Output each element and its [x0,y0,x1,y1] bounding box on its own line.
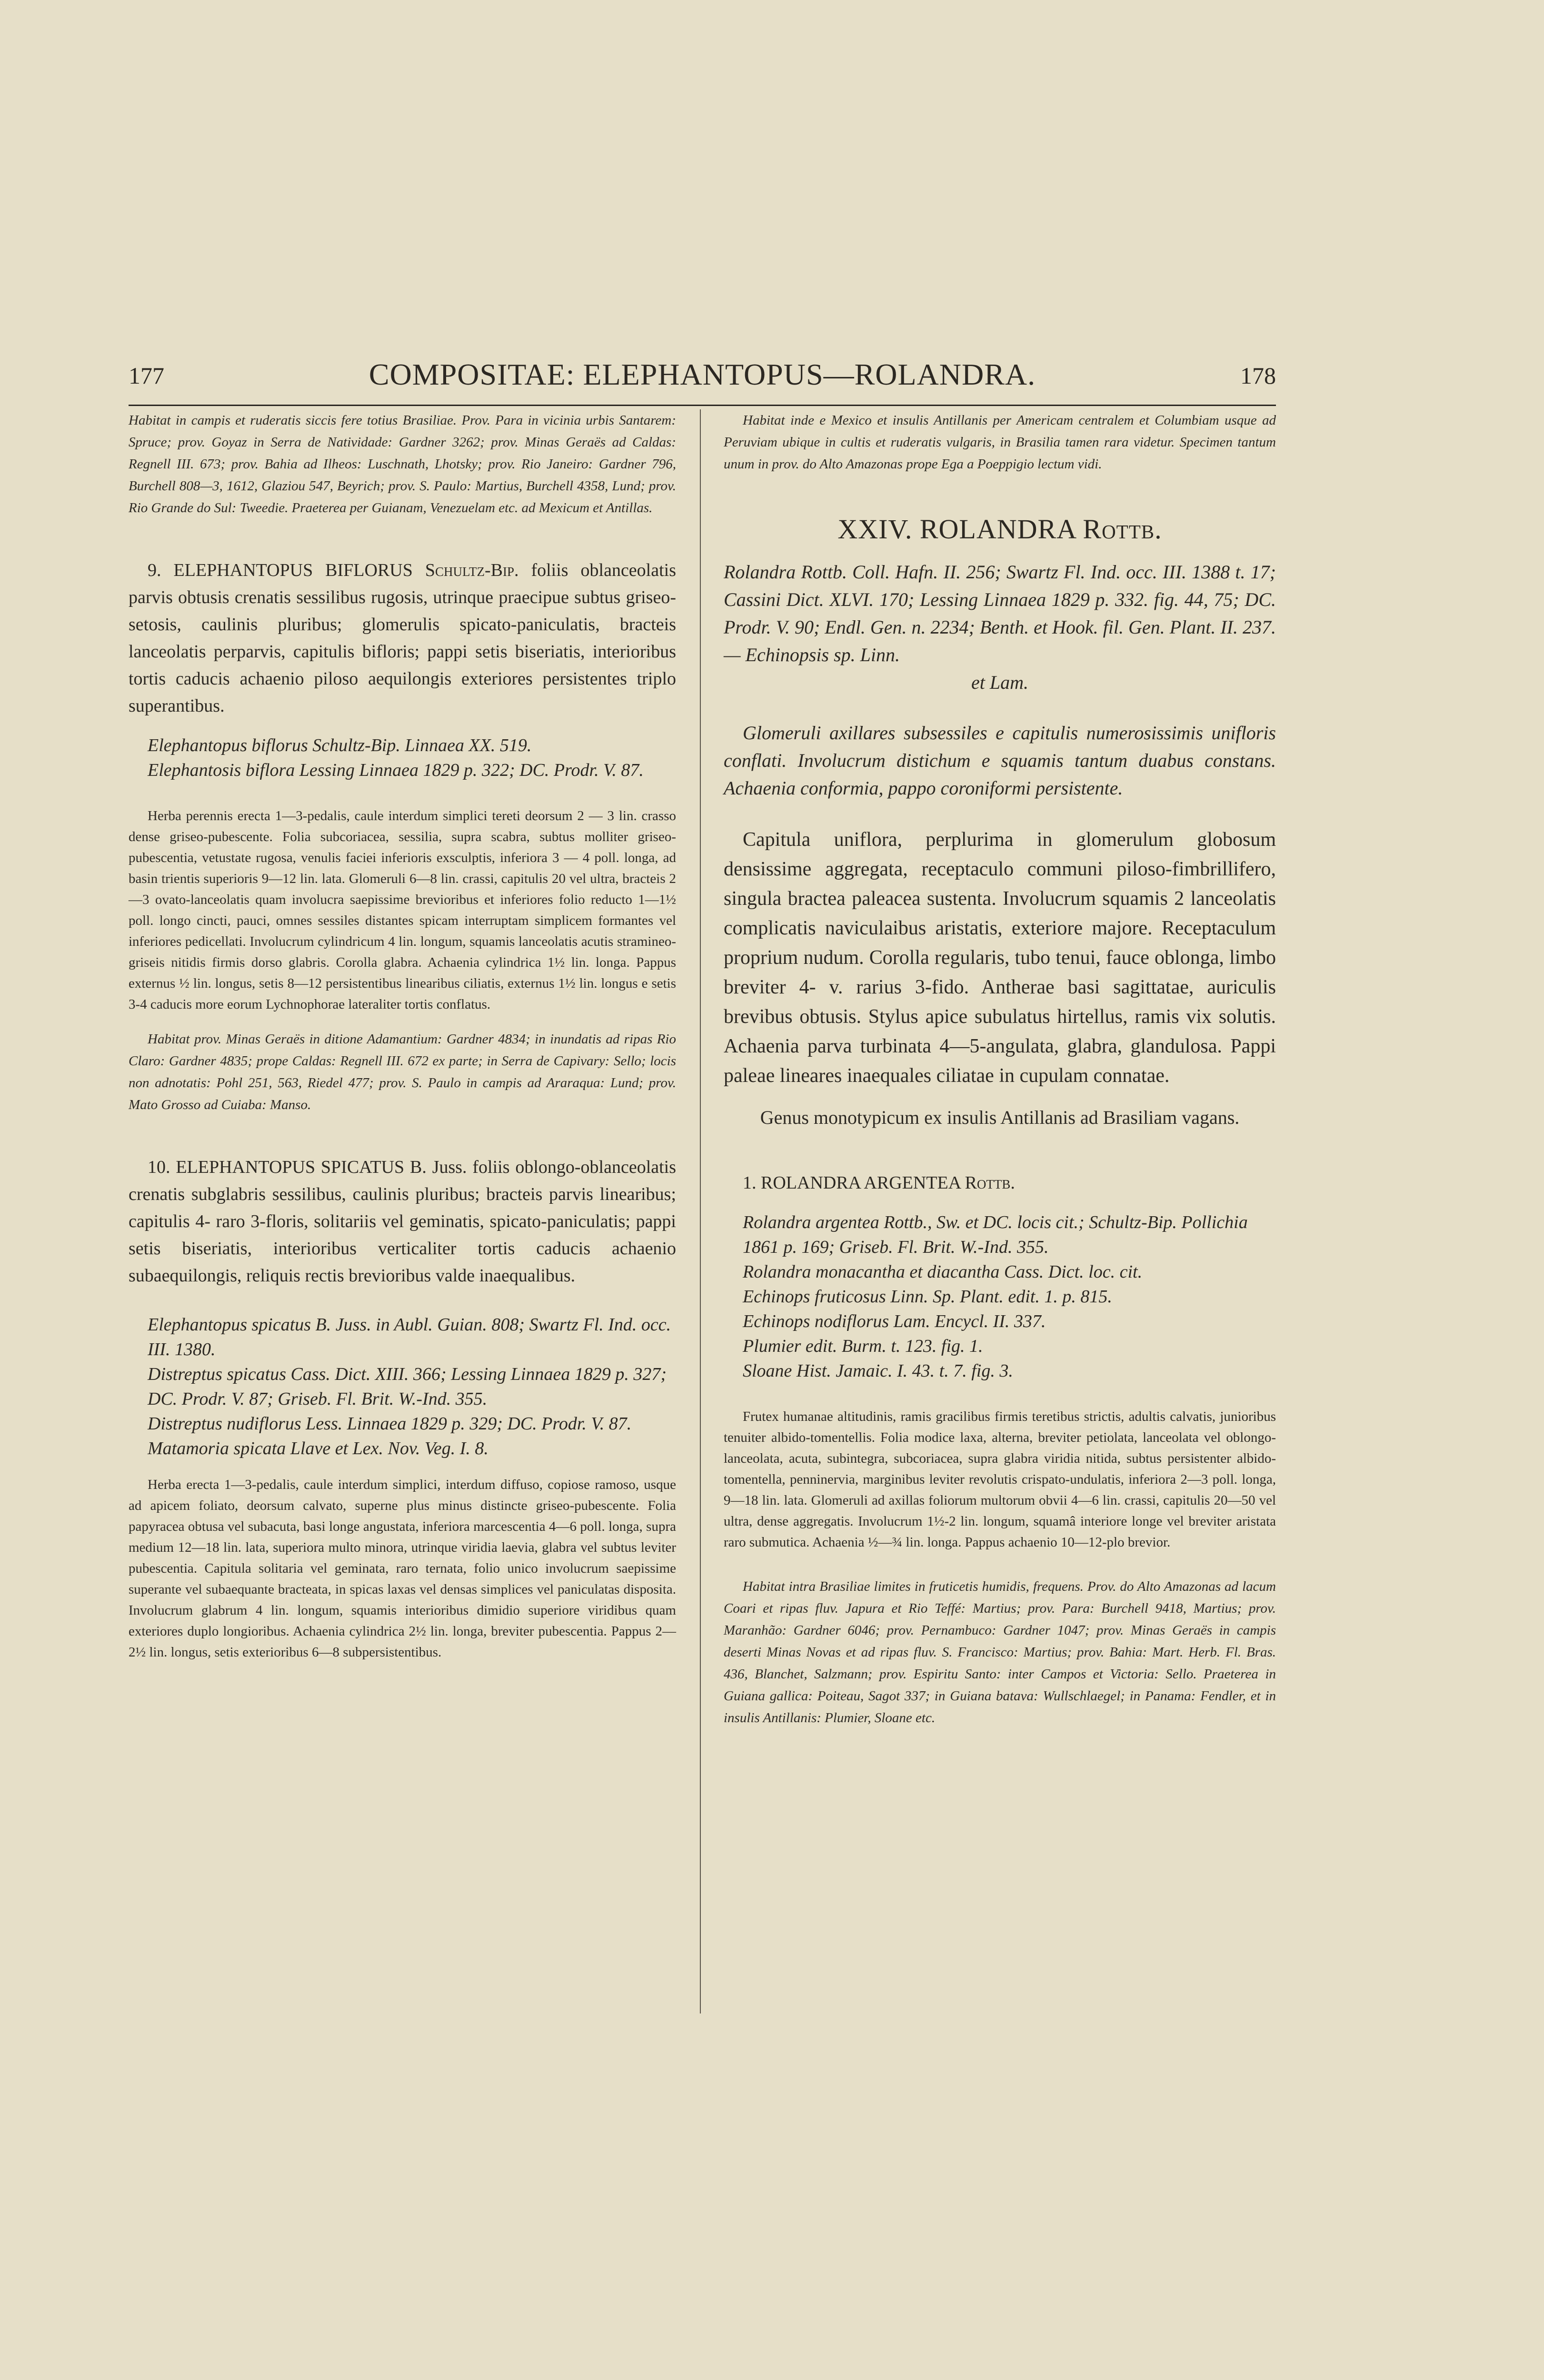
species-10-synonym: Elephantopus spicatus B. Juss. in Aubl. Guian. 808; Swartz Fl. Ind. occ. III. 1380. [148,1315,671,1359]
habitat-continued: Habitat in campis et ruderatis siccis fere totius Brasiliae. Prov. Para in vicinia urbis Santarem: Spruce; prov. Goyaz in Serra de Natividade: Gardner 3262; prov. Minas Geraës ad Caldas: Regnell III. 673; prov. Bahia ad Ilheos: Luschnath, Lhotsky; prov. Rio Janeiro: Gardner 796, Burchell 808—3, 1612, Glaziou 547, Beyrich; prov. S. Paulo: Martius, Burchell 4358, Lund; prov. Rio Grande do Sul: Tweedie. Praeterea per Guianam, Venezuelam etc. ad Mexicum et Antillas. [129,413,676,516]
genus-diagnosis: Glomeruli axillares subsessiles e capitulis numerosissimis unifloris conflati. Involucrum distichum e squamis tantum duabus constans. Achaenia conformia, pappo coroniformi persistente. [724,722,1276,799]
genus-description: Capitula uniflora, perplurima in glomerulum globosum densissime aggregata, receptaculo communi piloso-fimbrillifero, singula bractea paleacea sustenta. Involucrum squamis 2 lanceolatis complicatis naviculaibus aristatis, exteriore majore. Receptaculum proprium nudum. Corolla regularis, tubo tenui, fauce oblonga, limbo breviter 4- v. rarius 3-fido. Antherae basi sagittatae, auriculis brevibus obtusis. Stylus apice subulatus hirtellus, ramis vix solutis. Achaenia parva turbinata 4—5-angulata, glabra, glandulosa. Pappi paleae lineares inaequales ciliatae in cupulam connatae. [724,829,1276,1087]
species-9-title: 9. ELEPHANTOPUS BIFLORUS [148,560,413,580]
right-column [724,409,1276,1729]
species-10-synonym: Distreptus nudiflorus Less. Linnaea 1829 p. 329; DC. Prodr. V. 87. [148,1414,632,1434]
habitat-continued-right: Habitat inde e Mexico et insulis Antillanis per Americam centralem et Columbiam usque ad Peruviam ubique in cultis et ruderatis vulgaris, in Brasilia tamen rara videtur. Specimen tantum unum in prov. do Alto Amazonas prope Ega a Poeppigio lectum vidi. [724,413,1276,472]
genus-note: Genus monotypicum ex insulis Antillanis ad Brasiliam vagans. [760,1107,1240,1128]
rolandra-1-author: Rottb. [965,1173,1015,1193]
page-header [129,352,1276,406]
column-divider [700,409,701,2013]
species-10-description: Herba erecta 1—3-pedalis, caule interdum simplici, interdum diffuso, copiose ramoso, usque ad apicem foliato, deorsum calvato, superne plus minus distincte griseo-pubescente. Folia papyracea obtusa vel subacuta, basi longe angustata, inferiora marcescentia 4—6 poll. longa, supra medium 12—18 lin. lata, superiora multo minora, utrinque viridia laevia, glabra vel subtus leviter pubescentia. Capitula solitaria vel geminata, raro ternata, folio unico involucrum saepissime superante vel subaequante bracteata, in spicas laxas vel densas simplices vel paniculatas disposita. Involucrum glabrum 4 lin. longum, squamis interioribus dimidio superiore viridibus quam exteriores duplo longioribus. Achaenia cylindrica 2½ lin. longa, breviter pubescentia. Pappus 2—2½ lin. longus, setis exterioribus 6—8 subpersistentibus. [129,1477,676,1660]
rolandra-1-synonym: Rolandra argentea Rottb., Sw. et DC. locis cit.; Schultz-Bip. Pollichia 1861 p. 169; Griseb. Fl. Brit. W.-Ind. 355. [743,1212,1248,1257]
species-9-diagnosis: foliis oblanceolatis parvis obtusis crenatis sessilibus rugosis, utrinque praecipue subtus griseo-setosis, caulinis pluribus; glomerulis spicato-paniculatis, bracteis lanceolatis perparvis, capitulis bifloris; pappi setis biseriatis, interioribus tortis caducis achaenio piloso aequilongis exteriores persistentes triplo superantibus. [129,560,677,716]
species-10-heading [129,1154,676,1289]
rolandra-1-synonym: Echinops nodiflorus Lam. Encycl. II. 337. [743,1311,1046,1331]
rolandra-1-synonym: Echinops fruticosus Linn. Sp. Plant. edit. 1. p. 815. [743,1287,1112,1307]
species-10-synonym: Matamoria spicata Llave et Lex. Nov. Veg. I. 8. [148,1438,488,1458]
genus-synonymy-text: Rolandra Rottb. Coll. Hafn. II. 256; Swartz Fl. Ind. occ. III. 1388 t. 17; Cassini Dict. XLVI. 170; Lessing Linnaea 1829 p. 332. fig. 44, 75; DC. Prodr. V. 90; Endl. Gen. n. 2234; Benth. et Hook. fil. Gen. Plant. II. 237. — Echinopsis sp. Linn. [724,561,1276,665]
species-9-author: Schultz-Bip. [425,560,519,580]
genus-heading [724,513,1276,545]
rolandra-1-description: Frutex humanae altitudinis, ramis gracilibus firmis teretibus strictis, adultis calvatis, junioribus tenuiter albido-tomentellis. Folia modice laxa, alterna, breviter petiolata, lanceolata vel oblongo-lanceolata, acuta, subintegra, subcoriacea, supra glabra viridia nitida, subtus persistenter albido-tomentella, penninervia, marginibus leviter revolutis crispato-undulatis, inferiora 2—3 poll. longa, 9—18 lin. lata. Glomeruli ad axillas foliorum multorum obvii 4—6 lin. crassi, capitulis 20—50 vel ultra, dense aggregatis. Involucrum 1½-2 lin. longum, squamâ interiore longe vel breviter aristata raro submutica. Achaenia ½—¾ lin. longa. Pappus achaenio 10—12-plo brevior. [724,1409,1276,1550]
rolandra-1-synonym: Sloane Hist. Jamaic. I. 43. t. 7. fig. 3. [743,1361,1013,1381]
rolandra-1-heading [724,1170,1276,1197]
species-9-description: Herba perennis erecta 1—3-pedalis, caule interdum simplici tereti deorsum 2 — 3 lin. crasso dense griseo-pubescente. Folia subcoriacea, sessilia, supra scabra, subtus molliter griseo-pubescentia, vetustate rugosa, venulis faciei inferioris exsculptis, inferiora 3 — 4 poll. longa, ad basin trientis superioris 9—12 lin. lata. Glomeruli 6—8 lin. crassi, capitulis 20 vel ultra, bracteis 2—3 ovato-lanceolatis quam involucra saepissime brevioribus et inferiores folio reducto 1—1½ poll. longo cincti, pauci, omnes sessiles distantes spicam interruptam simplicem formantes vel inferiores pedicellati. Involucrum cylindricum 4 lin. longum, squamis lanceolatis acutis stramineo-griseis nitidis firmis dorso glabris. Corolla glabra. Achaenia cylindrica 1½ lin. longa. Pappus externus ½ lin. longus, setis 8—12 persistentibus linearibus ciliatis, externus 1½ lin. longus e setis 3-4 caducis more eorum Lychnophorae lateraliter tortis conflatus. [129,808,676,1012]
page-number-left: 177 [129,362,164,389]
rolandra-1-synonym: Rolandra monacantha et diacantha Cass. Dict. loc. cit. [743,1262,1143,1282]
genus-author: Rottb. [1083,514,1162,545]
species-9-heading [129,557,676,720]
rolandra-1-habitat: Habitat intra Brasiliae limites in fruticetis humidis, frequens. Prov. do Alto Amazonas ad lacum Coari et ripas fluv. Japura et Rio Teffé: Martius; prov. Para: Burchell 9418, Martius; prov. Maranhão: Gardner 6046; prov. Pernambuco: Gardner 1047; prov. Minas Geraës in campis deserti Minas Novas et ad ripas fluv. S. Francisco: Martius; prov. Bahia: Mart. Herb. Fl. Bras. 436, Blanchet, Salzmann; prov. Espiritu Santo: inter Campos et Victoria: Sello. Praeterea in Guiana gallica: Poiteau, Sagot 337; in Guiana batava: Wullschlaegel; in Panama: Fendler, et in insulis Antillanis: Plumier, Sloane etc. [724,1579,1276,1726]
page-number-right: 178 [1240,362,1276,389]
running-title: COMPOSITAE: ELEPHANTOPUS—ROLANDRA. [369,357,1036,391]
rolandra-1-title: 1. ROLANDRA ARGENTEA [743,1173,961,1193]
species-10-diagnosis: foliis oblongo-oblanceolatis crenatis subglabris sessilibus, caulinis pluribus; bracteis parvis linearibus; capitulis 4- raro 3-floris, solitariis vel geminatis, spicato-paniculatis; pappi setis biseriatis, interioribus verticaliter tortis caducis achaenio subaequilongis, reliquis rectis brevioribus valde inaequalibus. [129,1157,677,1286]
species-9-synonym: Elephantopus biflorus Schultz-Bip. Linnaea XX. 519. [148,735,532,755]
genus-synonymy [724,558,1276,696]
left-column [129,409,676,1663]
species-10-synonym: Distreptus spicatus Cass. Dict. XIII. 366; Lessing Linnaea 1829 p. 327; DC. Prodr. V. 87; Griseb. Fl. Brit. W.-Ind. 355. [148,1364,667,1409]
rolandra-1-synonym: Plumier edit. Burm. t. 123. fig. 1. [743,1336,983,1356]
genus-synonymy-end: et Lam. [971,672,1028,693]
species-9-habitat: Habitat prov. Minas Geraës in ditione Adamantium: Gardner 4834; in inundatis ad ripas Rio Claro: Gardner 4835; prope Caldas: Regnell III. 672 ex parte; in Serra de Capivary: Sello; locis non adnotatis: Pohl 251, 563, Riedel 477; prov. S. Paulo in campis ad Araraqua: Lund; prov. Mato Grosso ad Cuiaba: Manso. [129,1031,676,1112]
species-9-synonym: Elephantosis biflora Lessing Linnaea 1829 p. 322; DC. Prodr. V. 87. [148,760,644,780]
genus-title: XXIV. ROLANDRA [837,514,1076,545]
species-10-author: B. Juss. [410,1157,467,1177]
species-10-title: 10. ELEPHANTOPUS SPICATUS [148,1157,405,1177]
